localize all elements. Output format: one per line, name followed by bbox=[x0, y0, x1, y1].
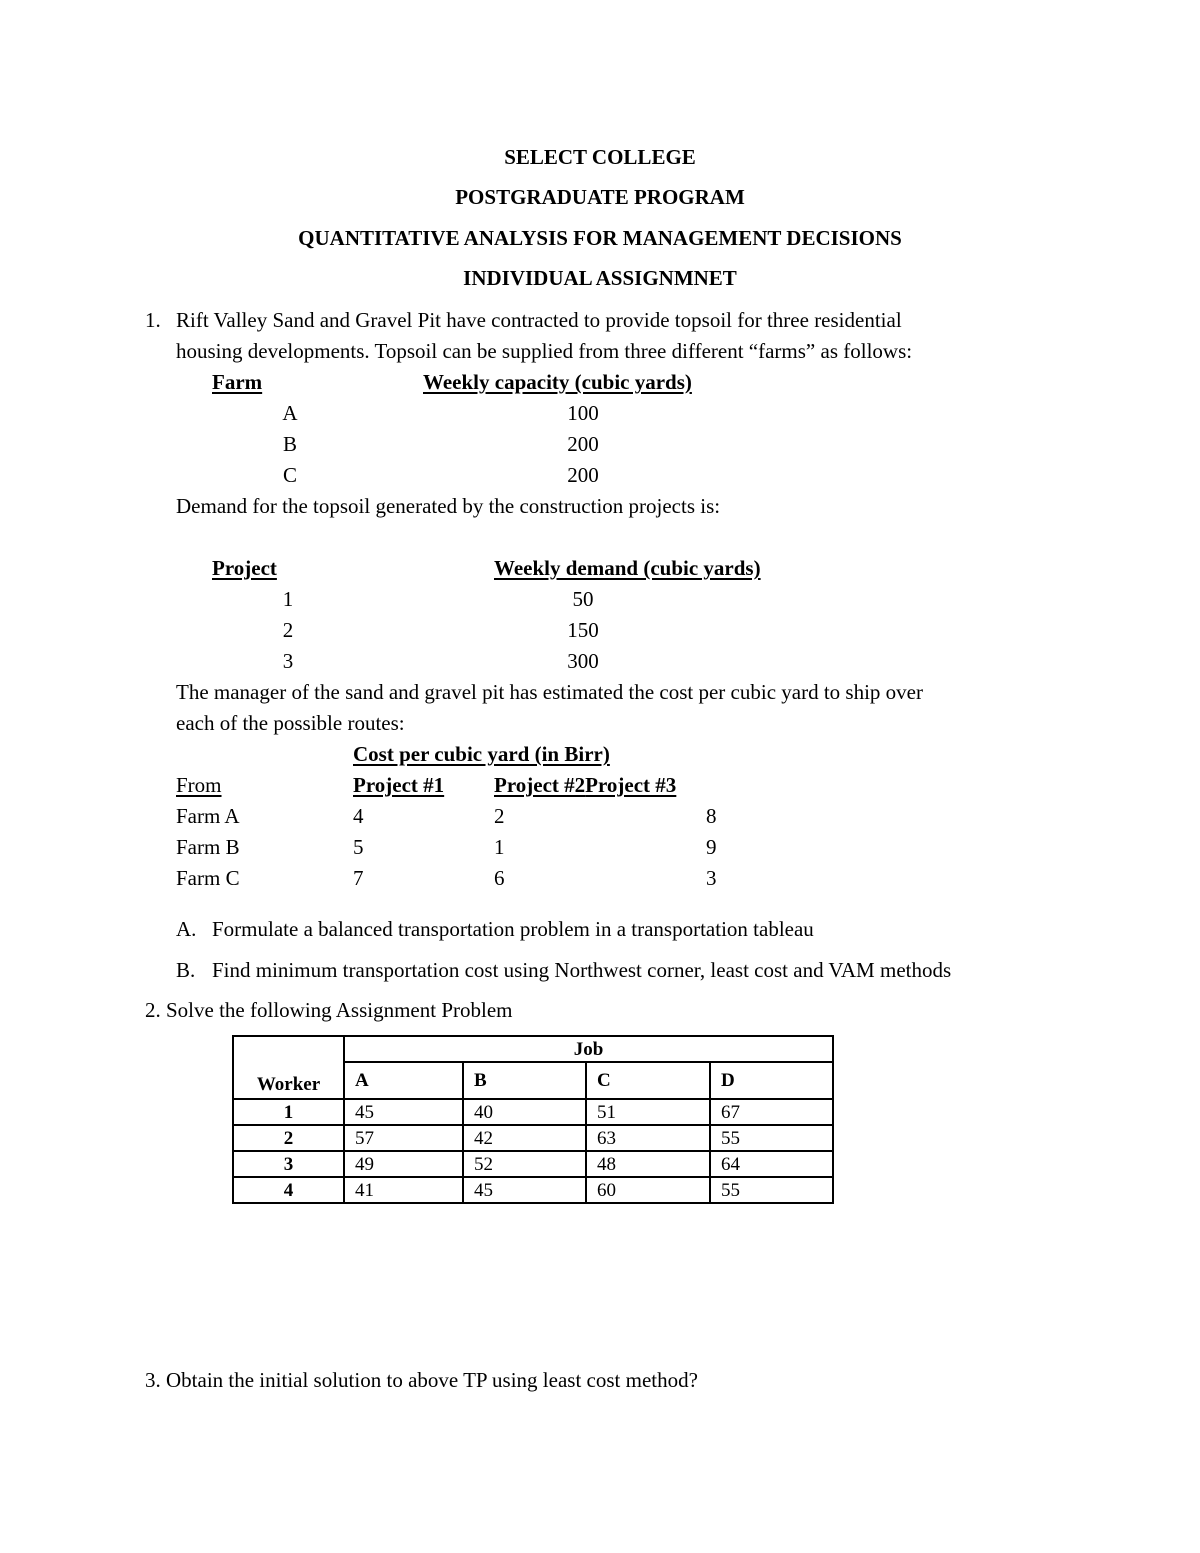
course-title: QUANTITATIVE ANALYSIS FOR MANAGEMENT DECISIONS bbox=[298, 226, 902, 250]
cost-intro-line1: The manager of the sand and gravel pit has estimated the cost per cubic yard to ship over bbox=[176, 680, 923, 704]
capacity-value-cell: 200 bbox=[567, 463, 599, 487]
assignment-cell: 55 bbox=[710, 1125, 833, 1151]
capacity-value-cell: 200 bbox=[567, 432, 599, 456]
q3-text: 3. Obtain the initial solution to above TP using least cost method? bbox=[145, 1368, 698, 1392]
cost-cell: 9 bbox=[706, 835, 717, 859]
assignment-cell: 57 bbox=[344, 1125, 463, 1151]
part-b-label: B. bbox=[176, 958, 196, 982]
capacity-header-farm: Farm bbox=[212, 370, 263, 394]
table-row bbox=[233, 1125, 833, 1151]
capacity-value-cell: 100 bbox=[567, 401, 599, 425]
cost-header-project3: Project #3 bbox=[585, 773, 677, 797]
cost-cell: 1 bbox=[494, 835, 505, 859]
capacity-farm-cell: C bbox=[282, 463, 297, 487]
assignment-cell: 55 bbox=[710, 1177, 833, 1203]
q1-number: 1. bbox=[145, 308, 161, 332]
cost-cell: 5 bbox=[353, 835, 364, 859]
worker-cell: 3 bbox=[233, 1151, 344, 1177]
cost-cell: 3 bbox=[706, 866, 717, 890]
assignment-cell: 63 bbox=[586, 1125, 710, 1151]
demand-intro: Demand for the topsoil generated by the construction projects is: bbox=[176, 494, 721, 518]
cost-cell: 8 bbox=[706, 804, 717, 828]
cost-cell: 2 bbox=[494, 804, 505, 828]
demand-header-project: Project bbox=[212, 556, 277, 580]
assignment-cell: 52 bbox=[463, 1151, 586, 1177]
demand-project-cell: 2 bbox=[282, 618, 294, 642]
cost-header-from: From bbox=[176, 773, 222, 797]
demand-project-cell: 1 bbox=[282, 587, 294, 611]
job-column-header: D bbox=[710, 1062, 833, 1099]
demand-project-cell: 3 bbox=[282, 649, 294, 673]
cost-cell: 7 bbox=[353, 866, 364, 890]
college-title: SELECT COLLEGE bbox=[504, 145, 696, 169]
assignment-cell: 67 bbox=[710, 1099, 833, 1125]
part-a-label: A. bbox=[176, 917, 197, 941]
q1-intro-line2: housing developments. Topsoil can be supplied from three different “farms” as follows: bbox=[176, 339, 913, 363]
cost-cell: 4 bbox=[353, 804, 364, 828]
job-column-header: A bbox=[344, 1062, 463, 1099]
assignment-title: INDIVIDUAL ASSIGNMNET bbox=[463, 266, 737, 290]
cost-row-farm: Farm C bbox=[176, 866, 240, 890]
job-column-header: C bbox=[586, 1062, 710, 1099]
cost-header-project1: Project #1 bbox=[353, 773, 445, 797]
cost-row-farm: Farm B bbox=[176, 835, 240, 859]
capacity-farm-cell: B bbox=[282, 432, 297, 456]
cost-table-title: Cost per cubic yard (in Birr) bbox=[353, 742, 610, 766]
demand-value-cell: 300 bbox=[567, 649, 599, 673]
table-row bbox=[233, 1151, 833, 1177]
part-a-text: Formulate a balanced transportation problem in a transportation tableau bbox=[212, 917, 814, 941]
worker-cell: 2 bbox=[233, 1125, 344, 1151]
table-row bbox=[233, 1177, 833, 1203]
assignment-cell: 42 bbox=[463, 1125, 586, 1151]
cost-row-farm: Farm A bbox=[176, 804, 240, 828]
demand-value-cell: 150 bbox=[567, 618, 599, 642]
assignment-cell: 64 bbox=[710, 1151, 833, 1177]
worker-cell: 4 bbox=[233, 1177, 344, 1203]
capacity-farm-cell: A bbox=[282, 401, 298, 425]
part-b-text: Find minimum transportation cost using Northwest corner, least cost and VAM methods bbox=[212, 958, 952, 982]
program-title: POSTGRADUATE PROGRAM bbox=[455, 185, 745, 209]
worker-header: Worker bbox=[233, 1036, 344, 1099]
cost-cell: 6 bbox=[494, 866, 505, 890]
q2-text: 2. Solve the following Assignment Problem bbox=[145, 998, 513, 1022]
assignment-cell: 40 bbox=[463, 1099, 586, 1125]
cost-intro-line2: each of the possible routes: bbox=[176, 711, 405, 735]
assignment-cell: 60 bbox=[586, 1177, 710, 1203]
assignment-cell: 48 bbox=[586, 1151, 710, 1177]
assignment-cell: 51 bbox=[586, 1099, 710, 1125]
demand-value-cell: 50 bbox=[572, 587, 594, 611]
table-row bbox=[233, 1099, 833, 1125]
assignment-table bbox=[232, 1035, 834, 1204]
job-header: Job bbox=[344, 1036, 833, 1062]
worker-cell: 1 bbox=[233, 1099, 344, 1125]
q1-intro-line1: Rift Valley Sand and Gravel Pit have contracted to provide topsoil for three residential bbox=[176, 308, 902, 332]
assignment-cell: 49 bbox=[344, 1151, 463, 1177]
assignment-cell: 41 bbox=[344, 1177, 463, 1203]
assignment-cell: 45 bbox=[463, 1177, 586, 1203]
demand-header-weekly: Weekly demand (cubic yards) bbox=[494, 556, 761, 580]
cost-header-project2: Project #2 bbox=[494, 773, 586, 797]
capacity-header-weekly: Weekly capacity (cubic yards) bbox=[423, 370, 692, 394]
job-column-header: B bbox=[463, 1062, 586, 1099]
assignment-cell: 45 bbox=[344, 1099, 463, 1125]
